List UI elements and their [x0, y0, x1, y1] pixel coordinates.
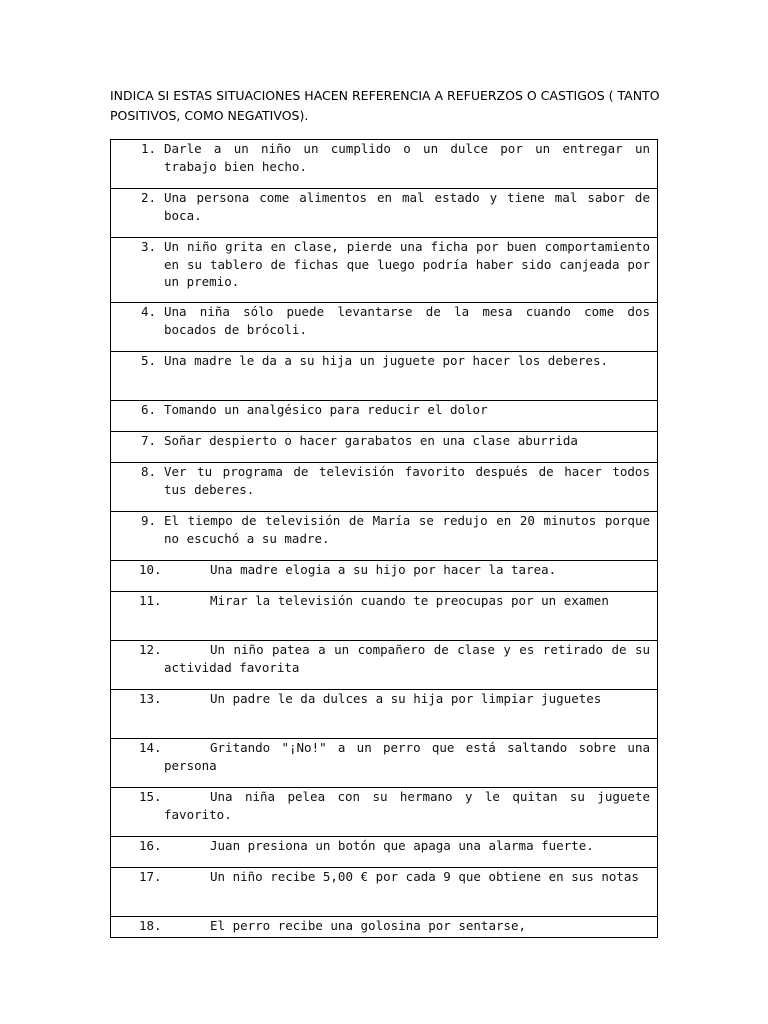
table-cell: [111, 868, 658, 917]
item-number: 11.: [139, 593, 162, 608]
list-item: [111, 868, 657, 886]
item-number: 2.: [141, 190, 157, 205]
item-text: Una madre le da a su hija un juguete por hacer los deberes.: [164, 353, 609, 368]
item-text: Un niño patea a un compañero de clase y es retirado de su actividad favorita: [164, 642, 650, 675]
list-item: [111, 561, 657, 579]
table-cell: [111, 561, 658, 592]
item-number: 8.: [141, 464, 157, 479]
item-text: Una niña sólo puede levantarse de la mesa cuando come dos bocados de brócoli.: [164, 304, 650, 337]
table-cell: [111, 352, 658, 401]
list-item: [111, 788, 657, 823]
item-text: Ver tu programa de televisión favorito después de hacer todos tus deberes.: [164, 464, 650, 497]
table-row: [111, 189, 658, 238]
item-text: Gritando "¡No!" a un perro que está saltando sobre una persona: [164, 740, 650, 773]
list-item: [111, 739, 657, 774]
table-cell: [111, 592, 658, 641]
table-row: [111, 512, 658, 561]
list-item: [111, 837, 657, 855]
list-item: [111, 140, 657, 175]
item-number: 10.: [139, 562, 162, 577]
item-text: Una niña pelea con su hermano y le quitan su juguete favorito.: [164, 789, 650, 822]
item-number: 7.: [141, 433, 157, 448]
item-number: 18.: [139, 918, 162, 933]
item-number: 14.: [139, 740, 162, 755]
table-cell: [111, 690, 658, 739]
item-text: Tomando un analgésico para reducir el dolor: [164, 402, 488, 417]
table-row: [111, 641, 658, 690]
item-number: 9.: [141, 513, 157, 528]
list-item: [111, 189, 657, 224]
list-item: [111, 592, 657, 610]
item-number: 4.: [141, 304, 157, 319]
table-row: [111, 432, 658, 463]
list-item: [111, 917, 657, 935]
item-number: 1.: [141, 141, 157, 156]
table-cell: [111, 837, 658, 868]
item-number: 15.: [139, 789, 162, 804]
item-number: 5.: [141, 353, 157, 368]
table-row: [111, 690, 658, 739]
item-number: 17.: [139, 869, 162, 884]
item-number: 3.: [141, 239, 157, 254]
table-row: [111, 561, 658, 592]
table-cell: [111, 189, 658, 238]
item-text: Soñar despierto o hacer garabatos en una clase aburrida: [164, 433, 578, 448]
table-cell: [111, 401, 658, 432]
list-item: [111, 463, 657, 498]
item-text: Un niño grita en clase, pierde una ficha por buen comportamiento en su tablero de fichas que luego podría haber sido canjeada por un premio.: [164, 239, 650, 289]
table-row: [111, 352, 658, 401]
item-number: 16.: [139, 838, 162, 853]
list-item: [111, 238, 657, 291]
item-text: Una madre elogia a su hijo por hacer la tarea.: [210, 562, 557, 577]
item-text: Juan presiona un botón que apaga una alarma fuerte.: [210, 838, 594, 853]
item-text: Darle a un niño un cumplido o un dulce por un entregar un trabajo bien hecho.: [164, 141, 650, 174]
table-cell: [111, 140, 658, 189]
table-row: [111, 917, 658, 938]
table-row: [111, 739, 658, 788]
list-item: [111, 303, 657, 338]
item-number: 6.: [141, 402, 157, 417]
list-item: [111, 641, 657, 676]
table-cell: [111, 303, 658, 352]
list-item: [111, 512, 657, 547]
item-number: 12.: [139, 642, 162, 657]
table-row: [111, 592, 658, 641]
instruction-text: INDICA SI ESTAS SITUACIONES HACEN REFERENCIA A REFUERZOS O CASTIGOS ( TANTO POSITIVOS, COMO NEGATIVOS).: [110, 88, 660, 123]
table-cell: [111, 641, 658, 690]
list-item: [111, 352, 657, 370]
table-row: [111, 868, 658, 917]
table-cell: [111, 917, 658, 938]
table-row: [111, 788, 658, 837]
item-text: Un niño recibe 5,00 € por cada 9 que obtiene en sus notas: [210, 869, 639, 884]
table-cell: [111, 512, 658, 561]
table-cell: [111, 788, 658, 837]
item-text: El tiempo de televisión de María se redujo en 20 minutos porque no escuchó a su madre.: [164, 513, 650, 546]
table-row: [111, 238, 658, 303]
table-cell: [111, 238, 658, 303]
table-row: [111, 401, 658, 432]
list-item: [111, 690, 657, 708]
situations-table: [110, 139, 658, 938]
list-item: [111, 401, 657, 419]
table-row: [111, 140, 658, 189]
item-text: Un padre le da dulces a su hija por limpiar juguetes: [210, 691, 602, 706]
item-number: 13.: [139, 691, 162, 706]
table-row: [111, 303, 658, 352]
table-row: [111, 837, 658, 868]
table-row: [111, 463, 658, 512]
item-text: Una persona come alimentos en mal estado y tiene mal sabor de boca.: [164, 190, 650, 223]
item-text: El perro recibe una golosina por sentarse,: [210, 918, 527, 933]
table-cell: [111, 463, 658, 512]
table-cell: [111, 739, 658, 788]
situations-table-area: [110, 139, 658, 933]
list-item: [111, 432, 657, 450]
table-cell: [111, 432, 658, 463]
item-text: Mirar la televisión cuando te preocupas por un examen: [210, 593, 609, 608]
